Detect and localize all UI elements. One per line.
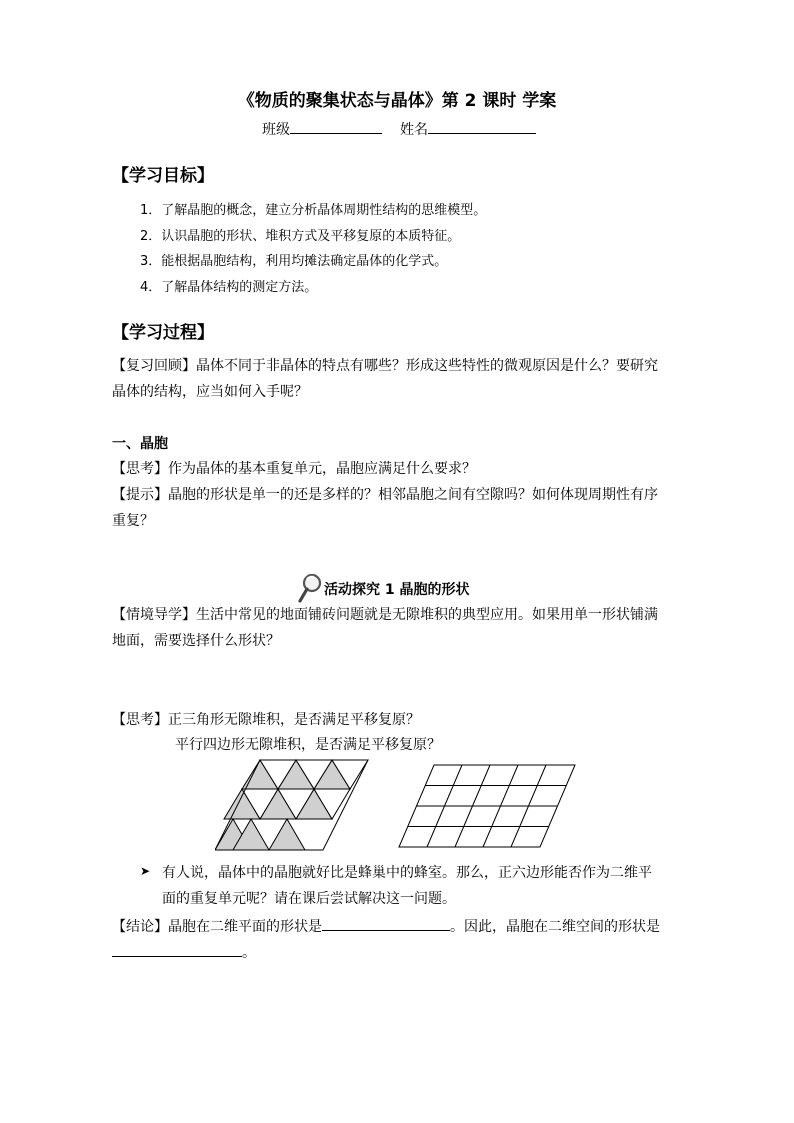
hint-text: 【提示】晶胞的形状是单一的还是多样的？相邻晶胞之间有空隙吗？如何体现周期性有序 bbox=[112, 487, 658, 503]
bullet-arrow-icon: ➤ bbox=[140, 864, 151, 878]
conclusion-end: 。 bbox=[242, 945, 256, 961]
magnifier-icon bbox=[298, 573, 322, 607]
goals-heading: 【学习目标】 bbox=[112, 166, 214, 186]
parallelogram-grid-figure bbox=[398, 762, 580, 850]
goal-item: 3．能根据晶胞结构，利用均摊法确定晶体的化学式。 bbox=[140, 254, 448, 269]
process-heading: 【学习过程】 bbox=[112, 323, 214, 343]
class-label: 班级 bbox=[262, 122, 290, 138]
think2-text: 【思考】正三角形无隙堆积，是否满足平移复原？ bbox=[112, 712, 420, 728]
think2-text-cont: 平行四边形无隙堆积，是否满足平移复原？ bbox=[175, 737, 441, 753]
review-text: 【复习回顾】晶体不同于非晶体的特点有哪些？形成这些特性的微观原因是什么？要研究 bbox=[112, 358, 658, 374]
conclusion-blank-2d[interactable] bbox=[322, 916, 450, 931]
conclusion-prefix: 【结论】晶胞在二维平面的形状是 bbox=[112, 919, 322, 935]
goal-item: 1．了解晶胞的概念，建立分析晶体周期性结构的思维模型。 bbox=[140, 203, 487, 218]
activity-title-row bbox=[298, 573, 470, 607]
student-info bbox=[262, 119, 536, 139]
review-text-cont: 晶体的结构，应当如何入手呢？ bbox=[112, 384, 308, 400]
section1-heading: 一、晶胞 bbox=[112, 436, 168, 452]
goal-item: 4．了解晶体结构的测定方法。 bbox=[140, 280, 318, 295]
goal-item: 2．认识晶胞的形状、堆积方式及平移复原的本质特征。 bbox=[140, 229, 461, 244]
conclusion-text-cont bbox=[112, 942, 256, 962]
triangle-tiling-figure bbox=[215, 758, 385, 854]
situation-text: 【情境导学】生活中常见的地面铺砖问题就是无隙堆积的典型应用。如果用单一形状铺满 bbox=[112, 607, 658, 623]
situation-text-cont: 地面，需要选择什么形状？ bbox=[112, 633, 280, 649]
hint-text-cont: 重复？ bbox=[112, 513, 154, 529]
page-title: 《物质的聚集状态与晶体》第 2 课时 学案 bbox=[237, 91, 557, 111]
conclusion-text bbox=[112, 916, 660, 936]
think-text: 【思考】作为晶体的基本重复单元，晶胞应满足什么要求？ bbox=[112, 461, 476, 477]
conclusion-blank-3d[interactable] bbox=[112, 942, 242, 957]
conclusion-middle: 。因此，晶胞在二维空间的形状是 bbox=[450, 919, 660, 935]
name-blank[interactable] bbox=[428, 119, 536, 134]
bullet-text-cont: 面的重复单元呢？请在课后尝试解决这一问题。 bbox=[162, 891, 456, 907]
activity-title: 活动探究 1 晶胞的形状 bbox=[324, 582, 470, 598]
bullet-text: 有人说，晶体中的晶胞就好比是蜂巢中的蜂室。那么，正六边形能否作为二维平 bbox=[162, 865, 652, 881]
class-blank[interactable] bbox=[290, 119, 382, 134]
name-label: 姓名 bbox=[400, 122, 428, 138]
